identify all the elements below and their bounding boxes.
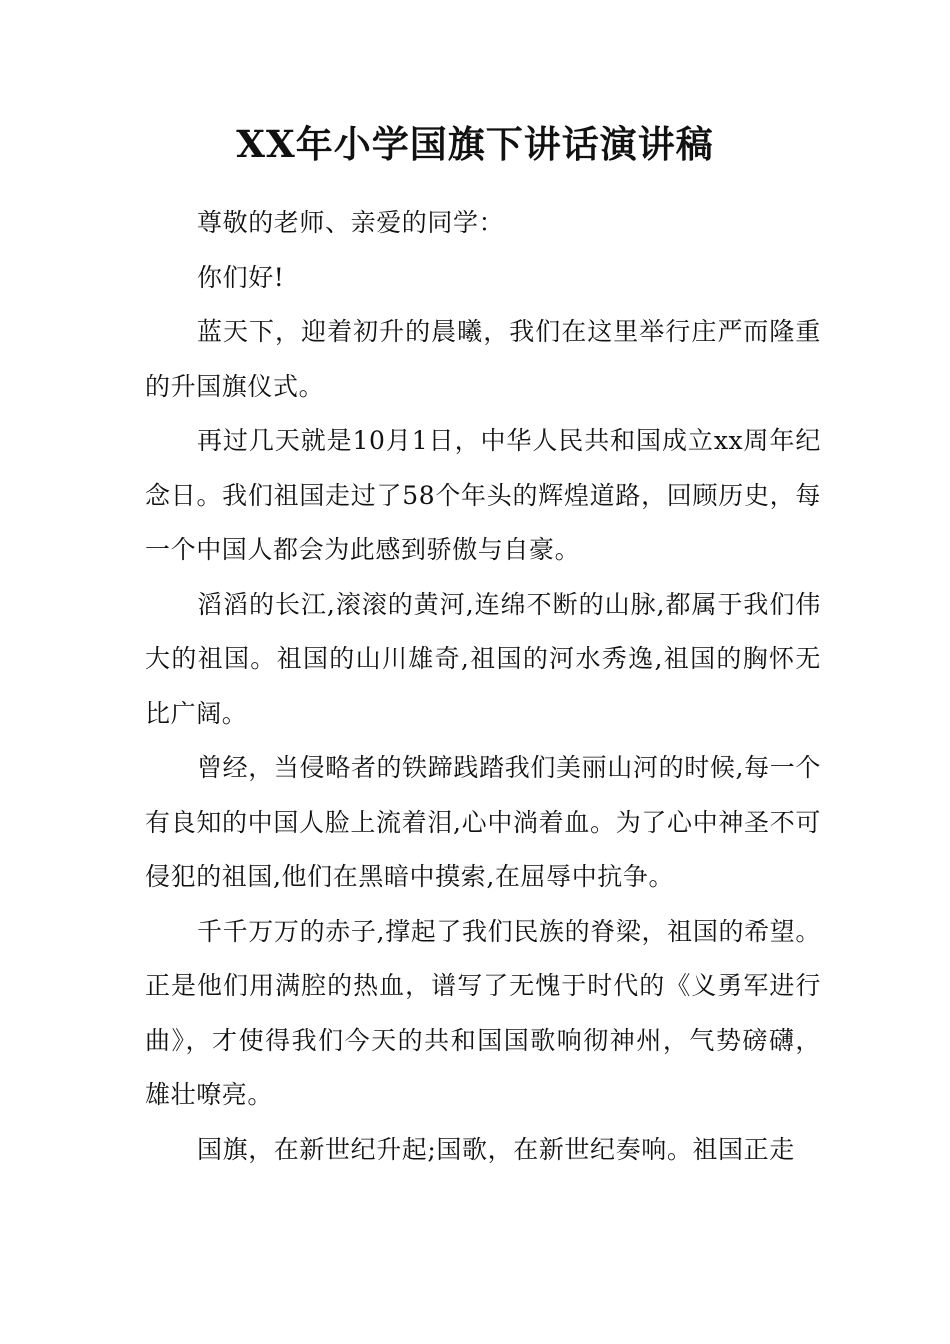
paragraph-greeting: 你们好! [197,262,285,292]
paragraph: 滔滔的长江,滚滚的黄河,连绵不断的山脉,都属于我们伟大的祖国。祖国的山川雄奇,祖国的河水秀逸,祖国的胸怀无比广阔。 [145,589,821,728]
paragraph: 再过几天就是10月1日，中华人民共和国成立xx周年纪念日。我们祖国走过了58个年头的辉煌道路，回顾历史，每一个中国人都会为此感到骄傲与自豪。 [145,426,821,564]
paragraph: 曾经，当侵略者的铁蹄践踏我们美丽山河的时候,每一个有良知的中国人脸上流着泪,心中淌着血。为了心中神圣不可侵犯的祖国,他们在黑暗中摸索,在屈辱中抗争。 [145,753,821,891]
paragraph-salutation: 尊敬的老师、亲爱的同学： [197,208,505,237]
paragraph: 蓝天下，迎着初升的晨曦，我们在这里举行庄严而隆重的升国旗仪式。 [145,317,821,401]
document-body [145,196,821,1177]
paragraph: 千千万万的赤子,撑起了我们民族的脊梁，祖国的希望。正是他们用满腔的热血，谱写了无愧于时代的《义勇军进行曲》，才使得我们今天的共和国国歌响彻神州，气势磅礴，雄壮嘹亮。 [145,916,821,1109]
paragraph: 国旗，在新世纪升起;国歌，在新世纪奏响。祖国正走 [197,1134,795,1164]
document-title: XX年小学国旗下讲话演讲稿 [236,122,714,166]
